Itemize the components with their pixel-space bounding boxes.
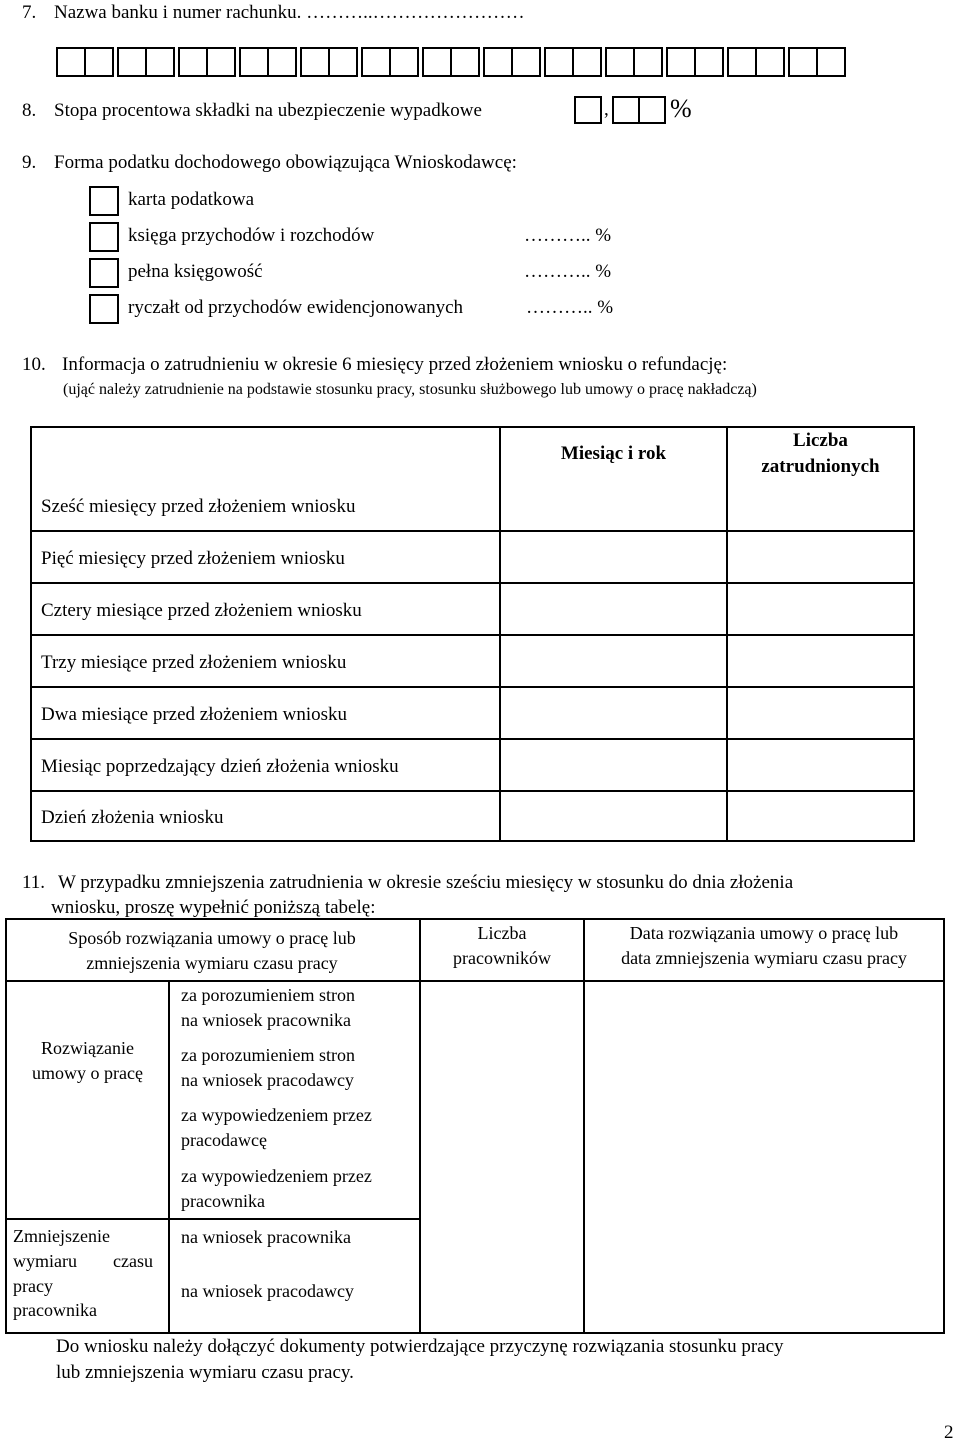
account-digit-box[interactable]: [727, 47, 757, 77]
account-digit-box[interactable]: [389, 47, 419, 77]
group-termination-label: umowy o pracę: [32, 1063, 143, 1083]
header-count: Liczba: [793, 430, 848, 451]
tax-option-checkbox[interactable]: [89, 222, 119, 252]
method-label: za porozumieniem stron: [181, 985, 355, 1005]
footer-note: lub zmniejszenia wymiaru czasu pracy.: [56, 1362, 354, 1383]
account-digit-box[interactable]: [117, 47, 147, 77]
method-label: za porozumieniem stron: [181, 1045, 355, 1065]
header-method: zmniejszenia wymiaru czasu pracy: [86, 953, 338, 973]
account-digit-box[interactable]: [483, 47, 513, 77]
tax-option-label: księga przychodów i rozchodów: [128, 225, 375, 246]
table-row-label: Cztery miesiące przed złożeniem wniosku: [41, 600, 362, 621]
rate-comma: ,: [604, 99, 609, 120]
group-reduction-label: pracownika: [13, 1300, 97, 1320]
method-label: na wniosek pracownika: [181, 1010, 351, 1030]
account-digit-box[interactable]: [300, 47, 330, 77]
page-number: 2: [944, 1422, 954, 1443]
tax-option-label: pełna księgowość: [128, 261, 263, 282]
tax-option-checkbox[interactable]: [89, 258, 119, 288]
header-employee-count: Liczba: [477, 923, 527, 943]
q11-label: wniosku, proszę wypełnić poniższą tabelę:: [51, 897, 376, 918]
header-employee-count: pracowników: [453, 948, 551, 968]
account-digit-box[interactable]: [788, 47, 818, 77]
account-digit-box[interactable]: [56, 47, 86, 77]
method-label: pracownika: [181, 1191, 265, 1211]
account-digit-box[interactable]: [422, 47, 452, 77]
q11-number: 11.: [22, 872, 46, 893]
account-digit-box[interactable]: [511, 47, 541, 77]
account-digit-box[interactable]: [694, 47, 724, 77]
q7-number: 7.: [22, 2, 37, 23]
header-count: zatrudnionych: [761, 456, 880, 477]
q10-label: Informacja o zatrudnieniu w okresie 6 miesięcy przed złożeniem wniosku o refundację:: [62, 354, 728, 375]
rate-integer-box[interactable]: [574, 96, 602, 124]
q10-note: (ująć należy zatrudnienie na podstawie stosunku pracy, stosunku służbowego lub umowy o pracę nakładczą): [63, 381, 757, 398]
method-label: pracodawcę: [181, 1130, 267, 1150]
account-number-boxes: [56, 47, 896, 77]
tax-option-percent: ……….. %: [524, 261, 612, 282]
header-date: data zmniejszenia wymiaru czasu pracy: [621, 948, 907, 968]
method-label: za wypowiedzeniem przez: [181, 1166, 372, 1186]
q8-label: Stopa procentowa składki na ubezpieczenie wypadkowe: [54, 100, 482, 121]
employment-table: [30, 426, 915, 842]
rate-decimal-box-2[interactable]: [638, 96, 666, 124]
header-method: Sposób rozwiązania umowy o pracę lub: [68, 928, 356, 948]
account-digit-box[interactable]: [605, 47, 635, 77]
table-row-label: Miesiąc poprzedzający dzień złożenia wniosku: [41, 756, 399, 777]
reduction-table: [5, 918, 945, 1334]
account-digit-box[interactable]: [361, 47, 391, 77]
account-digit-box[interactable]: [666, 47, 696, 77]
tax-option-label: karta podatkowa: [128, 189, 255, 210]
table-row-label: Sześć miesięcy przed złożeniem wniosku: [41, 496, 356, 517]
q8-number: 8.: [22, 100, 37, 121]
tax-option-percent: ……….. %: [524, 225, 612, 246]
tax-option-checkbox[interactable]: [89, 294, 119, 324]
rate-decimal-box-1[interactable]: [612, 96, 640, 124]
tax-option-checkbox[interactable]: [89, 186, 119, 216]
table-row-label: Trzy miesiące przed złożeniem wniosku: [41, 652, 347, 673]
group-reduction-label: wymiaru: [13, 1251, 77, 1271]
account-digit-box[interactable]: [572, 47, 602, 77]
method-label: za wypowiedzeniem przez: [181, 1105, 372, 1125]
account-digit-box[interactable]: [633, 47, 663, 77]
header-month-year: Miesiąc i rok: [560, 443, 667, 464]
q11-label: W przypadku zmniejszenia zatrudnienia w okresie sześciu miesięcy w stosunku do dnia złożenia: [58, 872, 794, 893]
method-label: na wniosek pracodawcy: [181, 1070, 354, 1090]
account-digit-box[interactable]: [178, 47, 208, 77]
account-digit-box[interactable]: [450, 47, 480, 77]
method-label: na wniosek pracownika: [181, 1227, 351, 1247]
account-digit-box[interactable]: [328, 47, 358, 77]
footer-note: Do wniosku należy dołączyć dokumenty potwierdzające przyczynę rozwiązania stosunku pracy: [56, 1336, 784, 1357]
method-label: na wniosek pracodawcy: [181, 1281, 354, 1301]
account-digit-box[interactable]: [239, 47, 269, 77]
account-digit-box[interactable]: [145, 47, 175, 77]
account-digit-box[interactable]: [267, 47, 297, 77]
table-row-label: Pięć miesięcy przed złożeniem wniosku: [41, 548, 345, 569]
account-digit-box[interactable]: [206, 47, 236, 77]
account-digit-box[interactable]: [84, 47, 114, 77]
table-row-label: Dzień złożenia wniosku: [41, 807, 224, 828]
q10-number: 10.: [22, 354, 46, 375]
rate-percent: %: [670, 94, 692, 123]
tax-option-percent: ……….. %: [526, 297, 614, 318]
q9-number: 9.: [22, 152, 37, 173]
table-row-label: Dwa miesiące przed złożeniem wniosku: [41, 704, 347, 725]
q7-label: Nazwa banku i numer rachunku. ………..……………………: [54, 2, 525, 23]
account-digit-box[interactable]: [816, 47, 846, 77]
tax-option-label: ryczałt od przychodów ewidencjonowanych: [128, 297, 464, 318]
group-reduction-label: czasu: [113, 1251, 153, 1271]
account-digit-box[interactable]: [755, 47, 785, 77]
account-digit-box[interactable]: [544, 47, 574, 77]
q9-label: Forma podatku dochodowego obowiązująca Wnioskodawcę:: [54, 152, 517, 173]
group-termination-label: Rozwiązanie: [41, 1038, 134, 1058]
group-reduction-label: Zmniejszenie: [13, 1226, 110, 1246]
group-reduction-label: pracy: [13, 1276, 53, 1296]
header-date: Data rozwiązania umowy o pracę lub: [629, 923, 899, 943]
